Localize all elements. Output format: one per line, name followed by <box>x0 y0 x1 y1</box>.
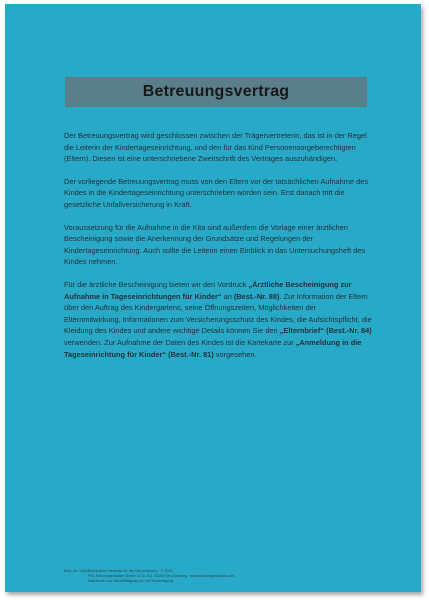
footer-line-2: PSL-Schulorganisation GmbH & Co. KG, 63263 Neu-Isenburg · www.schulorganisation.com <box>88 574 235 578</box>
footer-line-3: Nachdruck und Vervielfältigung nur mit Genehmigung <box>88 579 174 583</box>
footer-lines <box>88 569 234 584</box>
body-text <box>64 130 374 371</box>
p4-text-4: verwenden. Zur Aufnahme der Daten des Kindes ist die Kartekarte zur <box>64 337 296 347</box>
document-sheet <box>5 4 421 592</box>
p4-text-3: . Zur Information der Eltern über den Auftrag des Kindergartens, seine Öffnungszeiten, Möglichkeiten der Elternmitwirkung, Informationen zum Versicherungsschutz des Kindes, die Aufsichtspflicht, die Kleidung des Kindes und andere wichtige Details können Sie den <box>64 291 372 336</box>
p4-text-2: an <box>221 291 234 301</box>
title-banner <box>65 77 367 107</box>
p4-text-1: Für die ärztliche Bescheinigung bieten wir den Vordruck <box>64 279 249 289</box>
order-number: Best.-Nr. 150/12 <box>64 569 90 573</box>
paragraph-1: Der Betreuungsvertrag wird geschlossen zwischen der Trägervertreterin, das ist in der Regel die Leiterin der Kindertageseinrichtung, und den für das Kind Personensorgeberechtigten (Eltern). Diesen ist eine unterschriebene Zweitschrift des Vertrages auszuhändigen. <box>64 131 367 164</box>
document-title: Betreuungsvertrag <box>142 83 290 100</box>
paragraph-4 <box>64 279 374 360</box>
p4-bold-3: „Elternbrief“ (Best.-Nr. 84) <box>279 326 372 336</box>
p4-bold-2: (Best.-Nr. 88) <box>233 291 280 301</box>
p4-text-5: vorgesehen. <box>213 349 257 359</box>
paragraph-3: Voraussetzung für die Aufnahme in die Kita sind außerdem die Vorlage einer ärztlichen Bescheinigung sowie die Anerkennung der Grundsätze und Regelungen der Kindertageseinrichtung. Auch sollte die Leiterin einen Einblick in das Untersuchungsheft des Kindes nehmen. <box>64 222 366 267</box>
p4-bold-4: „Anmeldung in die Tageseinrichtung für Kinder“ (Best.-Nr. 81) <box>64 337 362 359</box>
footer-line-1: Vertrauliche Hinweise für die Kita (vorlesen) · © 2013 <box>88 569 173 573</box>
paragraph-2: Der vorliegende Betreuungsvertrag muss von den Eltern vor der tatsächlichen Aufnahme des Kindes in die Kindertageseinrichtung unterschrieben worden sein. Erst danach tritt die gesetzliche Unfallversicherung in Kraft. <box>64 176 369 209</box>
p4-bold-1: „Ärztliche Bescheinigung zur Aufnahme in Tageseinrichtungen für Kinder“ <box>64 279 352 301</box>
